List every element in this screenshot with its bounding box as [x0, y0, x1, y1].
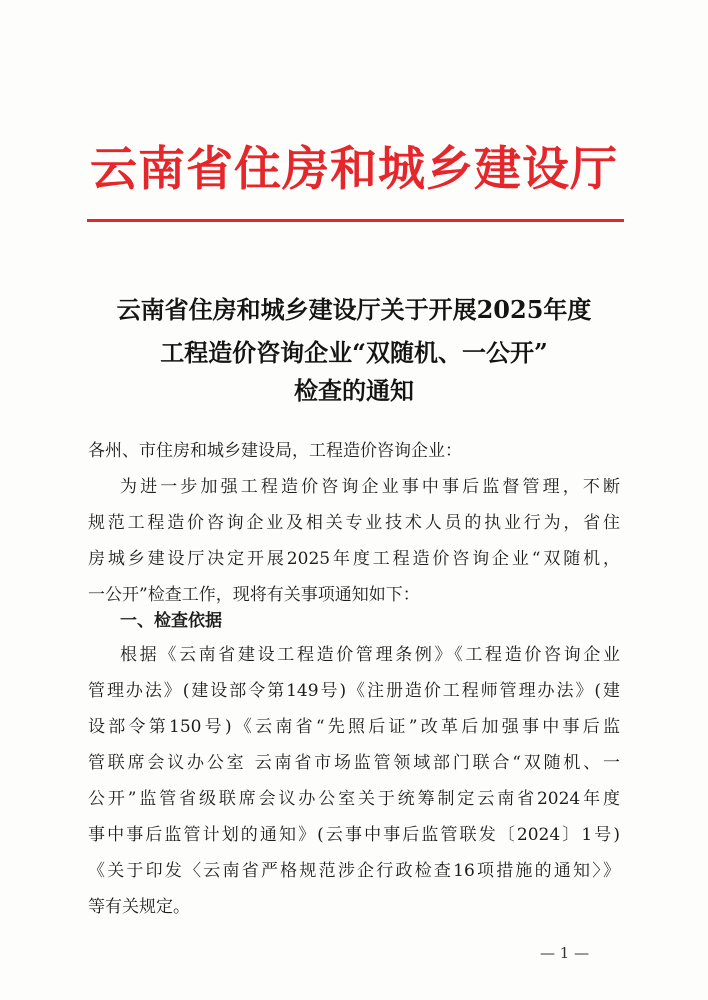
document-title-line-1: 云南省住房和城乡建设厅关于开展2025年度: [116, 295, 592, 324]
intro-line: 房城乡建设厅决定开展2025年度工程造价咨询企业“双随机，: [88, 549, 620, 569]
intro-line: 一公开”检查工作，现将有关事项通知如下：: [88, 585, 420, 605]
section-line: 公开”监管省级联席会议办公室关于统筹制定云南省2024年度: [88, 789, 620, 809]
section-heading: 一、检查依据: [120, 611, 222, 631]
document-title-line-2: 工程造价咨询企业“双随机、一公开”: [160, 338, 548, 367]
addressee: 各州、市住房和城乡建设局，工程造价咨询企业：: [88, 441, 462, 461]
page-number: — 1 —: [540, 944, 590, 962]
document-title-line-3: 检查的通知: [294, 376, 414, 405]
section-line: 管理办法》(建设部令第149号)《注册造价工程师管理办法》(建: [88, 681, 620, 701]
section-line: 根据《云南省建设工程造价管理条例》《工程造价咨询企业: [120, 645, 620, 665]
intro-line: 规范工程造价咨询企业及相关专业技术人员的执业行为，省住: [88, 513, 620, 533]
section-line: 等有关规定。: [88, 897, 190, 917]
intro-line: 为进一步加强工程造价咨询企业事中事后监督管理，不断: [120, 477, 620, 497]
issuing-authority-header: 云南省住房和城乡建设厅: [90, 142, 618, 197]
section-line: 《关于印发〈云南省严格规范涉企行政检查16项措施的通知〉》: [88, 861, 620, 881]
section-line: 设部令第150号)《云南省“先照后证”改革后加强事中事后监: [88, 717, 620, 737]
red-header-rule: [87, 219, 624, 222]
section-line: 管联席会议办公室 云南省市场监管领域部门联合“双随机、一: [88, 753, 620, 773]
section-line: 事中事后监管计划的通知》(云事中事后监管联发〔2024〕1号): [88, 825, 620, 845]
